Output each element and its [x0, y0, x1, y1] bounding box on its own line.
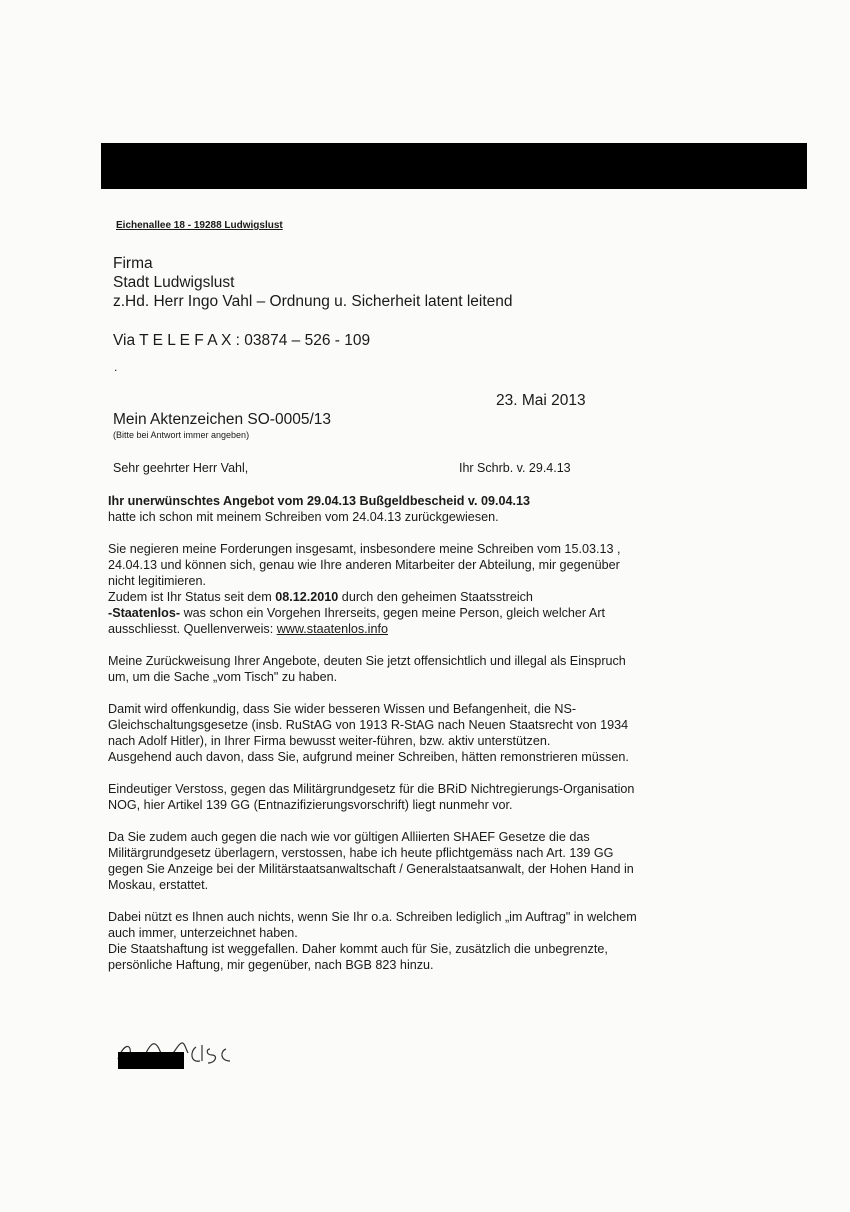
- recipient-line-3: z.Hd. Herr Ingo Vahl – Ordnung u. Sicherheit latent leitend: [113, 293, 513, 310]
- paragraph-2-text-2a: Zudem ist Ihr Status seit dem: [108, 590, 276, 604]
- sender-address: Eichenallee 18 - 19288 Ludwigslust: [116, 220, 283, 231]
- redaction-bar-header: [101, 143, 807, 189]
- recipient-line-1: Firma: [113, 255, 153, 272]
- paragraph-6: Da Sie zudem auch gegen die nach wie vor gültigen Alliierten SHAEF Gesetze die das Militärgrundgesetz überlagern, verstossen, habe ich heute pflichtgemäss nach Art. 139 GG gegen Sie Anzeige bei der Militärstaatsanwaltschaft / Generalstaatsanwalt, der Hohen Hand in Moskau, erstattet.: [108, 830, 634, 892]
- your-letter-reference: Ihr Schrb. v. 29.4.13: [459, 461, 571, 475]
- paragraph-2-text-2e: was schon ein Vorgehen Ihrerseits, gegen meine Person, gleich welcher Art ausschliesst. Quellenverweis:: [108, 606, 606, 636]
- paragraph-3: Meine Zurückweisung Ihrer Angebote, deuten Sie jetzt offensichtlich und illegal als Einspruch um, um die Sache „vom Tisch" zu haben.: [108, 654, 626, 684]
- fax-line: Via T E L E F A X : 03874 – 526 - 109: [113, 332, 371, 349]
- paragraph-1: [108, 493, 648, 525]
- salutation: Sehr geehrter Herr Vahl,: [113, 461, 249, 475]
- reference-number: Mein Aktenzeichen SO-0005/13: [113, 411, 331, 428]
- redaction-bar-signature: [118, 1052, 184, 1069]
- paragraph-5: Eindeutiger Verstoss, gegen das Militärgrundgesetz für die BRiD Nichtregierungs-Organisation NOG, hier Artikel 139 GG (Entnazifizierungsvorschrift) liegt nunmehr vor.: [108, 782, 635, 812]
- paragraph-1-subject: Ihr unerwünschtes Angebot vom 29.04.13 Bußgeldbescheid v. 09.04.13: [108, 494, 531, 508]
- letter-body: [108, 493, 648, 989]
- paragraph-2-date: 08.12.2010: [275, 590, 339, 604]
- paragraph-2-staatenlos: -Staatenlos-: [108, 606, 181, 620]
- reference-note: (Bitte bei Antwort immer angeben): [113, 430, 250, 440]
- paragraph-7-text-2: Die Staatshaftung ist weggefallen. Daher kommt auch für Sie, zusätzlich die unbegrenzte, persönliche Haftung, mir gegenüber, nach BGB 823 hinzu.: [108, 942, 608, 972]
- letter-date: 23. Mai 2013: [496, 392, 586, 409]
- paragraph-4-text-2: Ausgehend auch davon, dass Sie, aufgrund meiner Schreiben, hätten remonstrieren müssen.: [108, 750, 629, 764]
- paragraph-7: [108, 909, 648, 973]
- paragraph-4-text-1: Damit wird offenkundig, dass Sie wider besseren Wissen und Befangenheit, die NS-Gleichschaltungsgesetze (insb. RuStAG von 1913 R-StAG nach Neuen Staatsrecht von 1934 nach Adolf Hitler), in Ihrer Firma bewusst weiter-führen, bzw. aktiv unterstützen.: [108, 702, 629, 748]
- dot-mark: .: [114, 360, 118, 374]
- paragraph-1-text: hatte ich schon mit meinem Schreiben vom 24.04.13 zurückgewiesen.: [108, 510, 499, 524]
- recipient-line-2: Stadt Ludwigslust: [113, 274, 235, 291]
- recipient-block: [113, 254, 513, 311]
- paragraph-2-text-2c: durch den geheimen Staatsstreich: [338, 590, 533, 604]
- paragraph-2: [108, 541, 648, 637]
- source-link[interactable]: www.staatenlos.info: [276, 622, 388, 636]
- paragraph-7-text-1: Dabei nützt es Ihnen auch nichts, wenn Sie Ihr o.a. Schreiben lediglich „im Auftrag" in welchem auch immer, unterzeichnet haben.: [108, 910, 637, 940]
- paragraph-4: [108, 701, 648, 765]
- paragraph-2-text-1: Sie negieren meine Forderungen insgesamt, insbesondere meine Schreiben vom 15.03.13 , 24.04.13 und können sich, genau wie Ihre anderen Mitarbeiter der Abteilung, mir gegenüber nicht legitimieren.: [108, 542, 621, 588]
